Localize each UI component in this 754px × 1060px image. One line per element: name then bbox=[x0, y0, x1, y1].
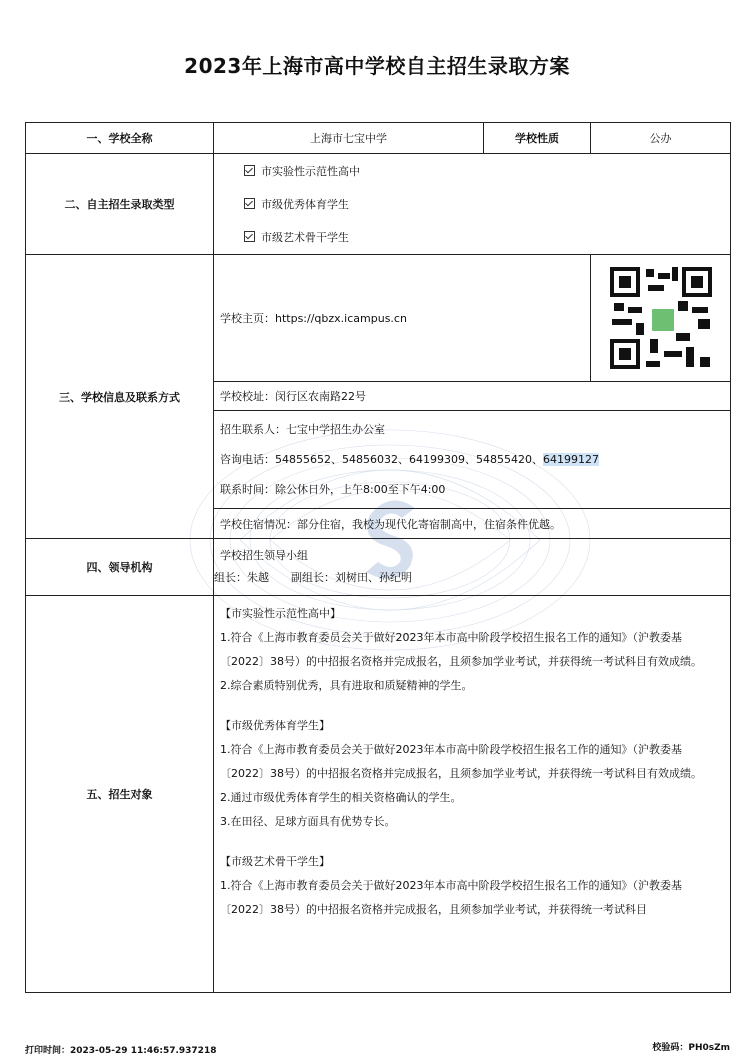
checked-box-icon bbox=[244, 231, 255, 242]
target-item: 1.符合《上海市教育委员会关于做好2023年本市高中阶段学校招生报名工作的通知》（沪教委基〔2022〕38号）的中招报名资格并完成报名，且须参加学业考试，并获得统一考试科目有效成绩。 bbox=[220, 631, 702, 668]
row-target bbox=[26, 596, 731, 993]
row-school-name bbox=[26, 123, 731, 154]
checked-box-icon bbox=[244, 198, 255, 209]
school-name-value: 上海市七宝中学 bbox=[214, 123, 484, 154]
target-heading: 【市实验性示范性高中】 bbox=[220, 607, 341, 620]
qr-code-icon[interactable] bbox=[606, 263, 716, 373]
contact-time: 联系时间：除公休日外，上午8:00至下午4:00 bbox=[220, 482, 446, 496]
target-item: 2.综合素质特别优秀，具有进取和质疑精神的学生。 bbox=[220, 679, 473, 692]
qr-cell bbox=[591, 255, 731, 382]
admission-type-item: 市实验性示范性高中 bbox=[214, 155, 730, 188]
print-time: 打印时间：2023-05-29 11:46:57.937218 bbox=[25, 1046, 217, 1056]
target-heading: 【市级艺术骨干学生】 bbox=[220, 855, 330, 868]
target-label: 五、招生对象 bbox=[26, 596, 214, 993]
target-cell bbox=[214, 596, 731, 993]
target-item: 1.符合《上海市教育委员会关于做好2023年本市高中阶段学校招生报名工作的通知》（沪教委基〔2022〕38号）的中招报名资格并完成报名，且须参加学业考试，并获得统一考试科目 bbox=[220, 879, 682, 916]
leader-cell bbox=[214, 539, 731, 596]
checked-box-icon bbox=[244, 165, 255, 176]
contact-person: 招生联系人：七宝中学招生办公室 bbox=[220, 422, 385, 436]
leader-members: 组长：朱越 副组长：刘树田、孙纪明 bbox=[214, 571, 412, 584]
target-heading: 【市级优秀体育学生】 bbox=[220, 719, 330, 732]
check-code: 校验码：PH0sZm bbox=[652, 1043, 730, 1053]
admission-type-list bbox=[214, 154, 731, 255]
phone-highlighted: 64199127 bbox=[542, 452, 599, 466]
leader-group: 学校招生领导小组 bbox=[220, 549, 308, 562]
document-title: 2023年上海市高中学校自主招生录取方案 bbox=[184, 54, 570, 78]
school-name-label: 一、学校全称 bbox=[26, 123, 214, 154]
homepage-cell bbox=[214, 255, 591, 382]
target-item: 1.符合《上海市教育委员会关于做好2023年本市高中阶段学校招生报名工作的通知》（沪教委基〔2022〕38号）的中招报名资格并完成报名，且须参加学业考试，并获得统一考试科目有效成绩。 bbox=[220, 743, 702, 780]
admission-type-item: 市级艺术骨干学生 bbox=[214, 221, 730, 254]
homepage-text: 学校主页：https://qbzx.icampus.cn bbox=[220, 312, 407, 325]
admission-type-item: 市级优秀体育学生 bbox=[214, 188, 730, 221]
address-text: 学校校址：闵行区农南路22号 bbox=[220, 390, 366, 403]
target-item: 2.通过市级优秀体育学生的相关资格确认的学生。 bbox=[220, 791, 462, 804]
row-admission-type bbox=[26, 154, 731, 255]
target-item: 3.在田径、足球方面具有优势专长。 bbox=[220, 815, 396, 828]
row-homepage bbox=[26, 255, 731, 382]
info-label: 三、学校信息及联系方式 bbox=[26, 255, 214, 539]
school-type-value: 公办 bbox=[591, 123, 731, 154]
contact-cell bbox=[214, 411, 731, 509]
row-leader bbox=[26, 539, 731, 596]
phone-numbers: 咨询电话：54855652、54856032、64199309、54855420、64199127 bbox=[220, 452, 599, 466]
address-cell bbox=[214, 382, 731, 411]
dorm-text: 学校住宿情况：部分住宿，我校为现代化寄宿制高中，住宿条件优越。 bbox=[220, 517, 561, 531]
leader-label: 四、领导机构 bbox=[26, 539, 214, 596]
admission-type-label: 二、自主招生录取类型 bbox=[26, 154, 214, 255]
school-type-label: 学校性质 bbox=[484, 123, 591, 154]
admission-table bbox=[25, 122, 731, 993]
dorm-cell bbox=[214, 509, 731, 539]
